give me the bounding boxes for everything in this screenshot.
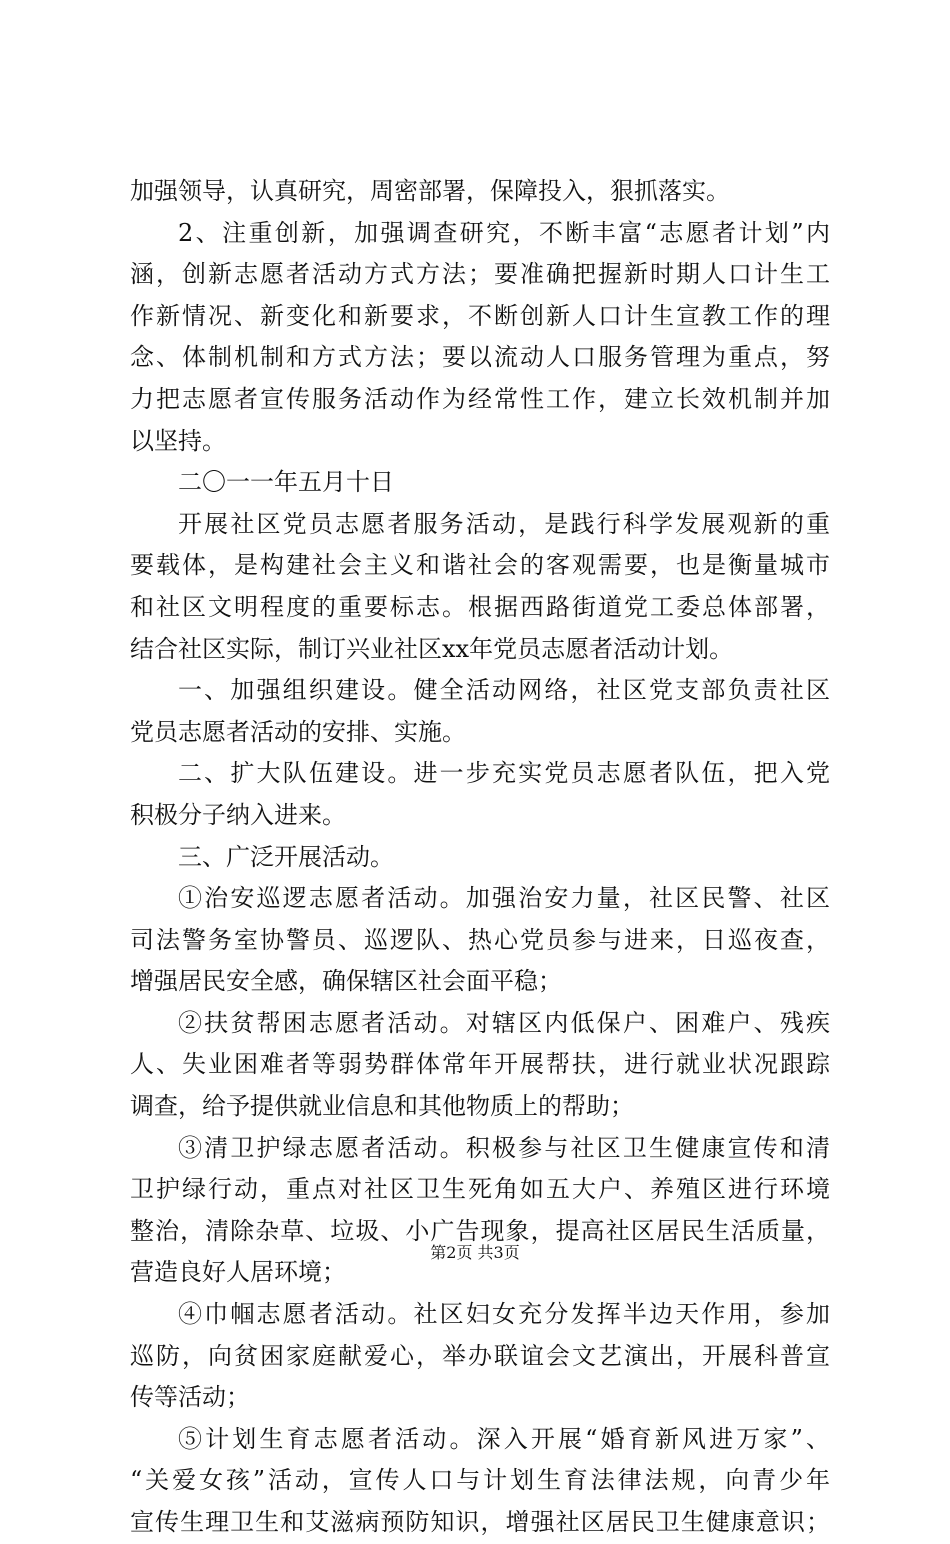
text-line: 以坚持。 xyxy=(130,426,226,455)
text-line: 营造良好人居环境； xyxy=(130,1258,346,1287)
text-line: ④巾帼志愿者活动。社区妇女充分发挥半边天作用，参加 xyxy=(178,1300,830,1329)
text-line: 二〇一一年五月十日 xyxy=(178,468,394,497)
text-line: 二、扩大队伍建设。进一步充实党员志愿者队伍，把入党 xyxy=(178,759,830,788)
text-line: 增强居民安全感，确保辖区社会面平稳； xyxy=(130,967,562,996)
text-line: ①治安巡逻志愿者活动。加强治安力量，社区民警、社区 xyxy=(178,884,830,913)
text-line: 加强领导，认真研究，周密部署，保障投入，狠抓落实。 xyxy=(130,177,730,205)
text-line: “关爱女孩”活动，宣传人口与计划生育法律法规，向青少年 xyxy=(130,1466,830,1495)
text-line: 积极分子纳入进来。 xyxy=(130,800,346,829)
text-line: ⑤计划生育志愿者活动。深入开展“婚育新风进万家”、 xyxy=(178,1424,830,1453)
text-line: 结合社区实际，制订兴业社区xx年党员志愿者活动计划。 xyxy=(130,634,734,663)
text-line: 宣传生理卫生和艾滋病预防知识，增强社区居民卫生健康意识； xyxy=(130,1508,830,1536)
text-line: 念、体制机制和方式方法；要以流动人口服务管理为重点，努 xyxy=(130,343,830,372)
text-line: 一、加强组织建设。健全活动网络，社区党支部负责社区 xyxy=(178,676,830,705)
text-line: ③清卫护绿志愿者活动。积极参与社区卫生健康宣传和清 xyxy=(178,1133,830,1162)
text-line: 作新情况、新变化和新要求，不断创新人口计生宣教工作的理 xyxy=(130,301,830,330)
text-line: 要载体，是构建社会主义和谐社会的客观需要，也是衡量城市 xyxy=(130,551,830,580)
text-line: 司法警务室协警员、巡逻队、热心党员参与进来，日巡夜查， xyxy=(130,925,830,954)
text-line: 开展社区党员志愿者服务活动，是践行科学发展观新的重 xyxy=(178,509,830,538)
text-line: 涵，创新志愿者活动方式方法；要准确把握新时期人口计生工 xyxy=(130,260,830,289)
text-line: 人、失业困难者等弱势群体常年开展帮扶，进行就业状况跟踪 xyxy=(130,1050,830,1079)
text-line: 卫护绿行动，重点对社区卫生死角如五大户、养殖区进行环境 xyxy=(130,1175,830,1204)
text-line: 调查，给予提供就业信息和其他物质上的帮助； xyxy=(130,1092,634,1121)
text-line: 力把志愿者宣传服务活动作为经常性工作，建立长效机制并加 xyxy=(130,384,830,413)
text-line: 传等活动； xyxy=(130,1383,250,1412)
page-number-footer: 第2页 共3页 xyxy=(430,1243,520,1262)
text-line: 和社区文明程度的重要标志。根据西路街道党工委总体部署， xyxy=(130,592,830,621)
text-line: 2、注重创新，加强调查研究，不断丰富“志愿者计划”内 xyxy=(178,218,830,247)
text-line: 三、广泛开展活动。 xyxy=(178,842,394,871)
text-line: 巡防，向贫困家庭献爱心，举办联谊会文艺演出，开展科普宣 xyxy=(130,1341,830,1370)
document-body xyxy=(130,171,830,1544)
text-line: ②扶贫帮困志愿者活动。对辖区内低保户、困难户、残疾 xyxy=(178,1008,830,1037)
text-line: 整治，清除杂草、垃圾、小广告现象，提高社区居民生活质量， xyxy=(130,1216,830,1245)
text-line: 党员志愿者活动的安排、实施。 xyxy=(130,717,466,746)
